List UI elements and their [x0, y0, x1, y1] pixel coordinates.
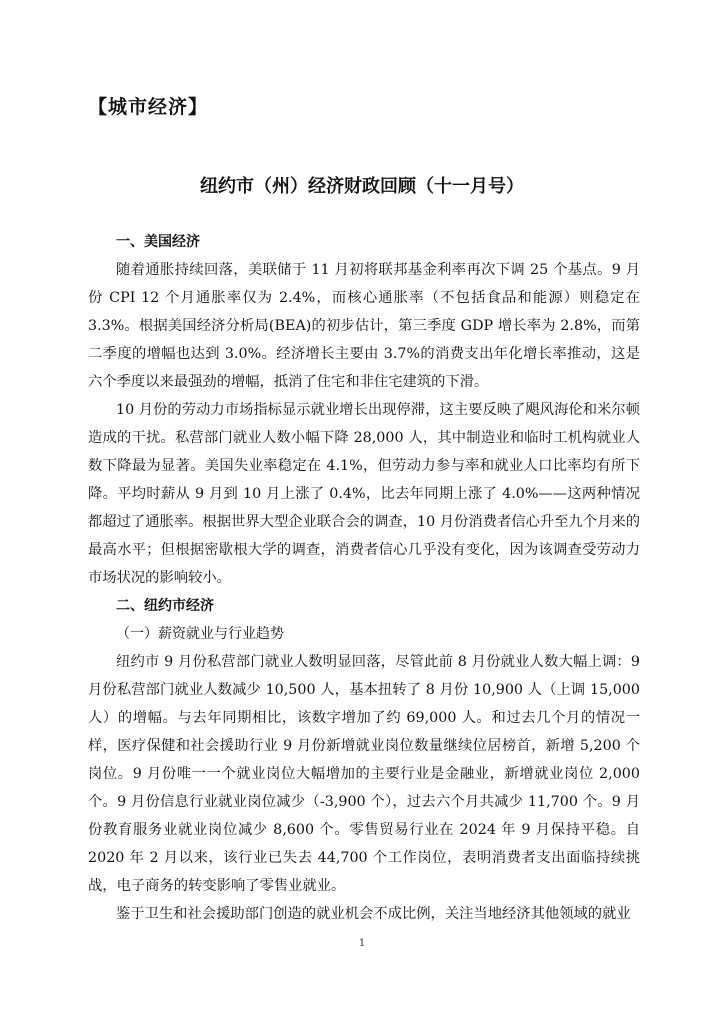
subsection-heading-payroll: （一）薪资就业与行业趋势 — [116, 626, 284, 642]
paragraph: 纽约市 9 月份私营部门就业人数明显回落，尽管此前 8 月份就业人数大幅上调：9 月份私营部门就业人数减少 10,500 人，基本扭转了 8 月份 10,900 人（上调 15,000 人）的增幅。与去年同期相比，该数字增加了约 69,000 人。和过去几个月的情况一样，医疗保健和社会援助行业 9 月份新增就业岗位数量继续位居榜首，新增 5,200 个岗位。9 月份唯一一个就业岗位大幅增加的主要行业是金融业，新增就业岗位 2,000 个。9 月份信息行业就业岗位减少（-3,900 个），过去六个月共减少 11,700 个。9 月份教育服务业就业岗位减少 8,600 个。零售贸易行业在 2024 年 9 月保持平稳。自 2020 年 2 月以来，该行业已失去 44,700 个工作岗位，表明消费者支出面临持续挑战，电子商务的转变影响了零售业就业。 — [88, 654, 640, 894]
section-tag: 【城市经济】 — [88, 96, 209, 118]
document-title: 纽约市（州）经济财政回顾（十一月号） — [200, 176, 524, 197]
paragraph: 10 月份的劳动力市场指标显示就业增长出现停滞，这主要反映了飓风海伦和米尔顿造成的干扰。私营部门就业人数小幅下降 28,000 人，其中制造业和临时工机构就业人数下降最为显著。美国失业率稳定在 4.1%，但劳动力参与率和就业人口比率均有所下降。平均时薪从 9 月到 10 月上涨了 0.4%，比去年同期上涨了 4.0%——这两种情况都超过了通胀率。根据世界大型企业联合会的调查，10 月份消费者信心升至九个月来的最高水平；但根据密歇根大学的调查，消费者信心几乎没有变化，因为该调查受劳动力市场状况的影响较小。 — [88, 402, 640, 586]
paragraph: 随着通胀持续回落，美联储于 11 月初将联邦基金利率再次下调 25 个基点。9 月份 CPI 12 个月通胀率仅为 2.4%，而核心通胀率（不包括食品和能源）则稳定在 3.3%。根据美国经济分析局(BEA)的初步估计，第三季度 GDP 增长率为 2.8%，而第二季度的增幅也达到 3.0%。经济增长主要由 3.7%的消费支出年化增长率推动，这是六个季度以来最强劲的增幅，抵消了住宅和非住宅建筑的下滑。 — [88, 262, 640, 390]
section-heading-us-economy: 一、美国经济 — [116, 234, 200, 250]
paragraph: 鉴于卫生和社会援助部门创造的就业机会不成比例，关注当地经济其他领域的就业 — [116, 906, 631, 922]
page-number: 1 — [358, 938, 366, 949]
section-heading-nyc-economy: 二、纽约市经济 — [116, 598, 214, 614]
document-body — [88, 228, 640, 928]
